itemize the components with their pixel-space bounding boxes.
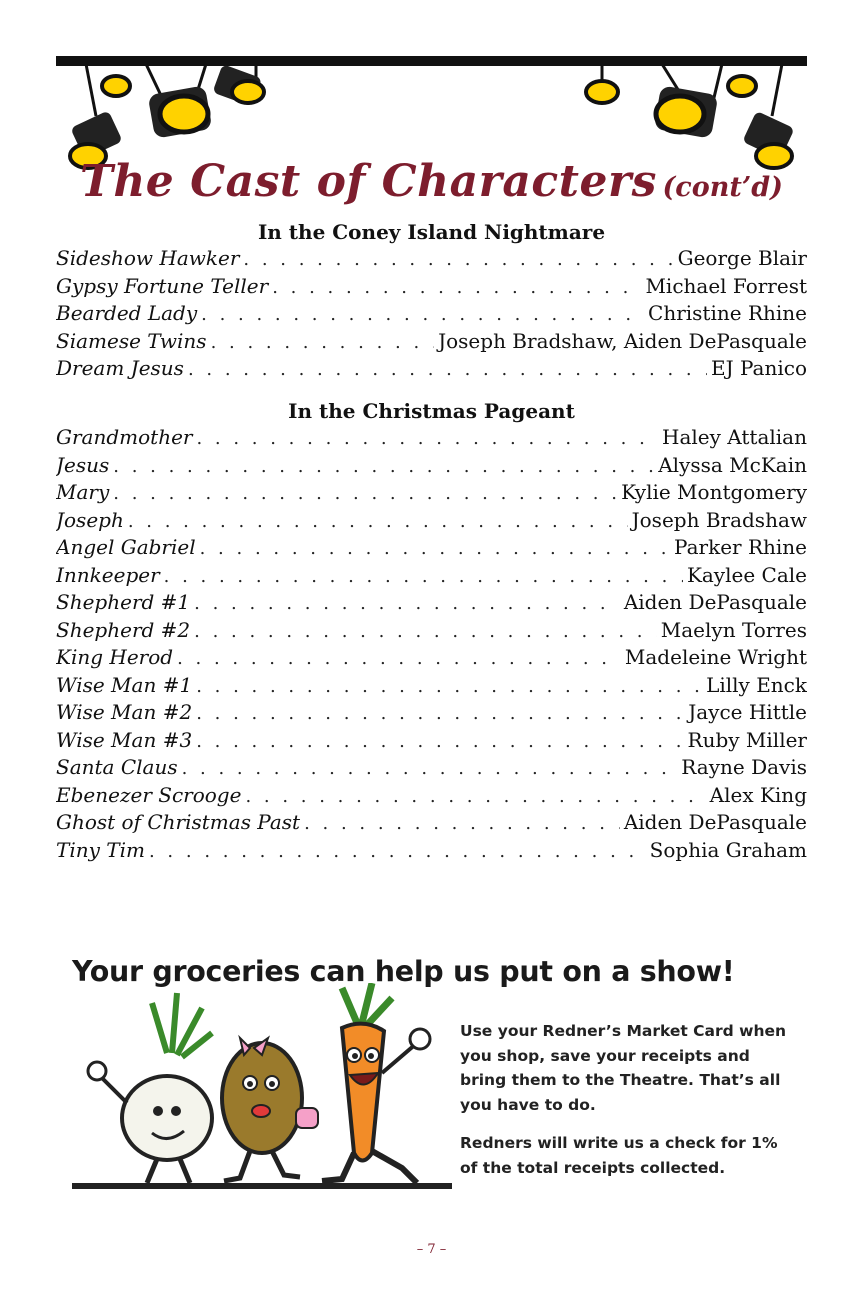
cast-row bbox=[56, 782, 807, 810]
actor-name: Joseph Bradshaw, Aiden DePasquale bbox=[438, 328, 807, 353]
role-name: Sideshow Hawker bbox=[56, 246, 240, 270]
section-heading-pageant: In the Christmas Pageant bbox=[288, 399, 575, 423]
role-name: Ebenezer Scrooge bbox=[56, 782, 242, 807]
actor-name: Madeleine Wright bbox=[624, 645, 807, 669]
leader-dots bbox=[113, 480, 617, 507]
role-name: Joseph bbox=[56, 507, 124, 532]
leader-dots bbox=[200, 535, 670, 562]
cast-row bbox=[56, 534, 807, 562]
actor-name: Michael Forrest bbox=[645, 273, 807, 298]
actor-name: Rayne Davis bbox=[681, 755, 807, 779]
role-name: Grandmother bbox=[56, 425, 193, 449]
role-name: Shepherd #2 bbox=[56, 617, 191, 642]
leader-dots bbox=[272, 274, 641, 301]
cast-row bbox=[56, 300, 807, 328]
leader-dots bbox=[113, 453, 654, 480]
actor-name: Sophia Graham bbox=[649, 837, 807, 862]
role-name: King Herod bbox=[56, 645, 174, 669]
actor-name: Ruby Miller bbox=[687, 727, 807, 752]
actor-name: George Blair bbox=[677, 246, 807, 270]
section-heading-coney: In the Coney Island Nightmare bbox=[257, 220, 606, 244]
leader-dots bbox=[194, 590, 620, 617]
leader-dots bbox=[194, 618, 657, 645]
cast-row bbox=[56, 672, 807, 700]
role-name: Mary bbox=[56, 480, 110, 504]
cast-list-pageant bbox=[56, 424, 807, 864]
role-name: Jesus bbox=[56, 452, 110, 477]
actor-name: Alex King bbox=[709, 782, 807, 807]
cast-row bbox=[56, 424, 807, 452]
actor-name: Lilly Enck bbox=[706, 672, 807, 697]
leader-dots bbox=[201, 301, 644, 328]
cast-row bbox=[56, 644, 807, 672]
potato-character-icon bbox=[222, 1038, 318, 1181]
title-sub: (cont’d) bbox=[662, 172, 783, 203]
actor-name: Aiden DePasquale bbox=[623, 590, 807, 614]
leader-dots bbox=[182, 755, 678, 782]
cast-row bbox=[56, 328, 807, 356]
role-name: Shepherd #1 bbox=[56, 590, 191, 614]
actor-name: Jayce Hittle bbox=[688, 700, 807, 724]
cast-row bbox=[56, 452, 807, 480]
leader-dots bbox=[196, 728, 683, 755]
role-name: Tiny Tim bbox=[56, 837, 145, 862]
ad-paragraph-1: Use your Redner’s Market Card when you shop, save your receipts and bring them to the Theatre. That’s all you have to do. bbox=[460, 1022, 787, 1114]
role-name: Ghost of Christmas Past bbox=[56, 810, 301, 834]
role-name: Wise Man #1 bbox=[56, 672, 193, 697]
grocery-ad bbox=[72, 955, 808, 1205]
role-name: Dream Jesus bbox=[56, 356, 184, 380]
cast-row bbox=[56, 355, 807, 383]
role-name: Wise Man #3 bbox=[56, 727, 193, 752]
leader-dots bbox=[177, 645, 621, 672]
actor-name: Joseph Bradshaw bbox=[631, 507, 807, 532]
actor-name: Kylie Montgomery bbox=[621, 480, 807, 504]
ad-paragraph-2: Redners will write us a check for 1% of the total receipts collected. bbox=[460, 1134, 778, 1177]
cast-row bbox=[56, 727, 807, 755]
carrot-character-icon bbox=[322, 983, 430, 1183]
cast-row bbox=[56, 617, 807, 645]
leader-dots bbox=[245, 783, 705, 810]
actor-name: Kaylee Cale bbox=[686, 562, 807, 587]
actor-name: Haley Attalian bbox=[662, 425, 807, 449]
cast-row bbox=[56, 273, 807, 301]
actor-name: Alyssa McKain bbox=[658, 452, 807, 477]
cast-row bbox=[56, 479, 807, 507]
cast-row bbox=[56, 837, 807, 865]
cast-row bbox=[56, 754, 807, 782]
leader-dots bbox=[128, 508, 628, 535]
actor-name: EJ Panico bbox=[711, 356, 807, 380]
role-name: Bearded Lady bbox=[56, 301, 198, 325]
role-name: Innkeeper bbox=[56, 562, 160, 587]
role-name: Wise Man #2 bbox=[56, 700, 193, 724]
leader-dots bbox=[243, 246, 673, 273]
cast-row bbox=[56, 589, 807, 617]
ad-text bbox=[460, 1019, 800, 1194]
page-title bbox=[0, 156, 863, 207]
role-name: Gypsy Fortune Teller bbox=[56, 273, 269, 298]
ad-headline: Your groceries can help us put on a show! bbox=[72, 955, 735, 988]
cast-row bbox=[56, 507, 807, 535]
actor-name: Parker Rhine bbox=[674, 535, 807, 559]
leader-dots bbox=[196, 700, 684, 727]
actor-name: Maelyn Torres bbox=[660, 617, 807, 642]
leader-dots bbox=[211, 329, 435, 356]
cast-row bbox=[56, 562, 807, 590]
onion-character-icon bbox=[88, 993, 212, 1183]
vegetable-characters-icon bbox=[72, 983, 452, 1198]
title-main: The Cast of Characters bbox=[80, 156, 657, 207]
role-name: Siamese Twins bbox=[56, 328, 207, 353]
role-name: Angel Gabriel bbox=[56, 535, 196, 559]
cast-row bbox=[56, 699, 807, 727]
leader-dots bbox=[196, 425, 658, 452]
cast-row bbox=[56, 245, 807, 273]
cast-list-coney bbox=[56, 245, 807, 383]
leader-dots bbox=[188, 356, 707, 383]
page-number: – 7 – bbox=[416, 1242, 447, 1257]
role-name: Santa Claus bbox=[56, 755, 178, 779]
actor-name: Aiden DePasquale bbox=[623, 810, 807, 834]
leader-dots bbox=[304, 810, 620, 837]
leader-dots bbox=[196, 673, 702, 700]
actor-name: Christine Rhine bbox=[648, 301, 807, 325]
leader-dots bbox=[149, 838, 646, 865]
leader-dots bbox=[164, 563, 683, 590]
cast-row bbox=[56, 809, 807, 837]
